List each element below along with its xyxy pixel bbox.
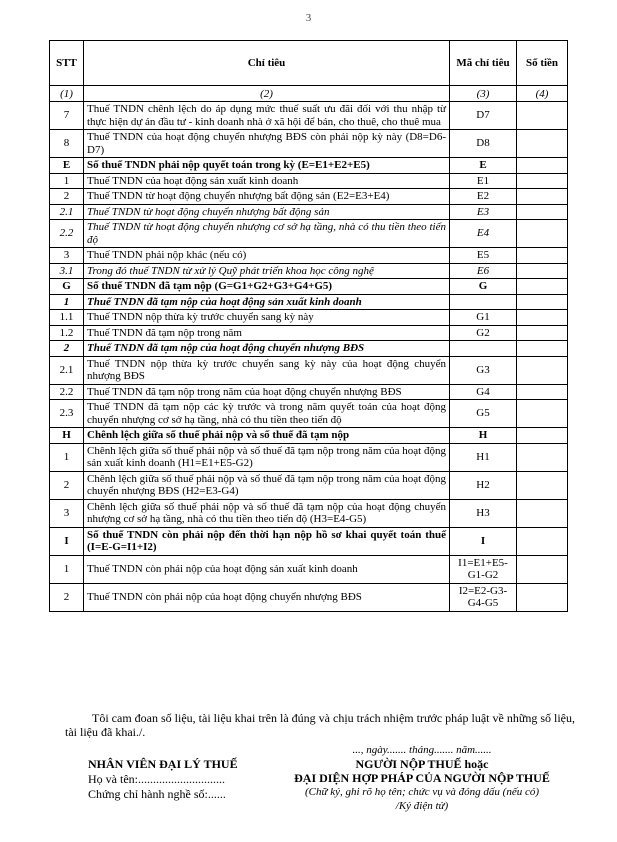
signature-note-2: /Ký điện tử) (395, 800, 449, 812)
row-stt: 2 (50, 341, 84, 357)
row-amount (517, 443, 568, 471)
row-amount (517, 356, 568, 384)
row-amount (517, 173, 568, 189)
row-code: G (450, 279, 517, 295)
row-amount (517, 102, 568, 130)
row-code: D8 (450, 130, 517, 158)
row-stt: E (50, 158, 84, 174)
table-row (50, 173, 568, 189)
row-label: Thuế TNDN nộp thừa kỳ trước chuyển sang kỳ này của hoạt động chuyển nhượng BĐS (84, 356, 450, 384)
table-row (50, 400, 568, 428)
table-row (50, 356, 568, 384)
row-label: Thuế TNDN từ hoạt động chuyển nhượng cơ sở hạ tầng, nhà có thu tiền theo tiến độ (84, 220, 450, 248)
row-amount (517, 204, 568, 220)
row-stt: 1 (50, 443, 84, 471)
row-stt: 2.3 (50, 400, 84, 428)
row-label: Thuế TNDN đã tạm nộp của hoạt động chuyển nhượng BĐS (84, 341, 450, 357)
row-code: H1 (450, 443, 517, 471)
page-number: 3 (305, 12, 312, 24)
table-row (50, 130, 568, 158)
header-stt: STT (50, 41, 84, 86)
row-label: Thuế TNDN đã tạm nộp trong năm của hoạt động chuyển nhượng BĐS (84, 384, 450, 400)
taxpayer-signature-block (272, 743, 572, 813)
row-amount (517, 341, 568, 357)
index-cell: (1) (50, 86, 84, 102)
table-row (50, 443, 568, 471)
row-amount (517, 555, 568, 583)
header-indicator: Chỉ tiêu (84, 41, 450, 86)
table-row (50, 527, 568, 555)
row-stt: 1 (50, 294, 84, 310)
row-label: Chênh lệch giữa số thuế phải nộp và số thuế đã tạm nộp (84, 428, 450, 444)
row-stt: 8 (50, 130, 84, 158)
row-amount (517, 325, 568, 341)
row-stt: 2.2 (50, 220, 84, 248)
agent-title: NHÂN VIÊN ĐẠI LÝ THUẾ (88, 757, 238, 771)
table-row (50, 248, 568, 264)
row-stt: G (50, 279, 84, 295)
row-stt: 2 (50, 583, 84, 611)
taxpayer-title-1: NGƯỜI NỘP THUẾ hoặc (355, 757, 489, 771)
table-row (50, 341, 568, 357)
row-code: G2 (450, 325, 517, 341)
row-label: Chênh lệch giữa số thuế phải nộp và số thuế đã tạm nộp của hoạt động chuyển nhượng cơ sở hạ tầng, nhà có thu tiền theo tiến độ (H3=E4-G5) (84, 499, 450, 527)
row-label: Thuế TNDN còn phải nộp của hoạt động sản xuất kinh doanh (84, 555, 450, 583)
row-amount (517, 400, 568, 428)
signature-note-1: (Chữ ký, ghi rõ họ tên; chức vụ và đóng dấu (nếu có) (304, 786, 540, 798)
table-row (50, 279, 568, 295)
table-row (50, 499, 568, 527)
row-label: Thuế TNDN của hoạt động chuyển nhượng BĐS còn phải nộp kỳ này (D8=D6-D7) (84, 130, 450, 158)
row-amount (517, 279, 568, 295)
index-cell: (4) (517, 86, 568, 102)
row-code: H2 (450, 471, 517, 499)
row-label: Thuế TNDN chênh lệch do áp dụng mức thuế suất ưu đãi đối với thu nhập từ thực hiện dự án đầu tư - kinh doanh nhà ở xã hội để bán, cho thuê, cho thuê mua (84, 102, 450, 130)
row-code: E4 (450, 220, 517, 248)
row-code (450, 294, 517, 310)
row-stt: 7 (50, 102, 84, 130)
row-amount (517, 527, 568, 555)
row-stt: I (50, 527, 84, 555)
row-code: G1 (450, 310, 517, 326)
table-row (50, 555, 568, 583)
table-row (50, 325, 568, 341)
row-stt: H (50, 428, 84, 444)
row-label: Thuế TNDN đã tạm nộp của hoạt động sản xuất kinh doanh (84, 294, 450, 310)
index-cell: (2) (84, 86, 450, 102)
row-amount (517, 294, 568, 310)
row-stt: 2.1 (50, 204, 84, 220)
row-label: Thuế TNDN của hoạt động sản xuất kinh doanh (84, 173, 450, 189)
table-row (50, 220, 568, 248)
row-amount (517, 428, 568, 444)
row-label: Thuế TNDN đã tạm nộp trong năm (84, 325, 450, 341)
row-code: H (450, 428, 517, 444)
row-code: E5 (450, 248, 517, 264)
row-label: Số thuế TNDN phải nộp quyết toán trong kỳ (E=E1+E2+E5) (84, 158, 450, 174)
row-label: Thuế TNDN nộp thừa kỳ trước chuyển sang kỳ này (84, 310, 450, 326)
row-amount (517, 583, 568, 611)
table-row (50, 294, 568, 310)
row-label: Thuế TNDN đã tạm nộp các kỳ trước và trong năm quyết toán của hoạt động chuyển nhượng cơ sở hạ tầng, nhà có thu tiền theo tiến độ (84, 400, 450, 428)
row-amount (517, 248, 568, 264)
table-row (50, 310, 568, 326)
row-label: Chênh lệch giữa số thuế phải nộp và số thuế đã tạm nộp trong năm của hoạt động chuyển nhượng BĐS (H2=E3-G4) (84, 471, 450, 499)
row-code: G4 (450, 384, 517, 400)
index-cell: (3) (450, 86, 517, 102)
row-label: Thuế TNDN phải nộp khác (nếu có) (84, 248, 450, 264)
row-label: Trong đó thuế TNDN từ xử lý Quỹ phát triển khoa học công nghệ (84, 263, 450, 279)
tax-table (49, 40, 568, 612)
row-stt: 1.1 (50, 310, 84, 326)
table-row (50, 102, 568, 130)
row-label: Số thuế TNDN còn phải nộp đến thời hạn nộp hồ sơ khai quyết toán thuế (I=E-G=I1+I2) (84, 527, 450, 555)
table-row (50, 428, 568, 444)
row-code: I2=E2-G3-G4-G5 (450, 583, 517, 611)
row-code: H3 (450, 499, 517, 527)
row-amount (517, 471, 568, 499)
row-code: E6 (450, 263, 517, 279)
row-stt: 1 (50, 555, 84, 583)
row-amount (517, 384, 568, 400)
row-label: Chênh lệch giữa số thuế phải nộp và số thuế đã tạm nộp trong năm của hoạt động sản xuất kinh doanh (H1=E1+E5-G2) (84, 443, 450, 471)
table-row (50, 583, 568, 611)
table-row (50, 384, 568, 400)
row-stt: 2.2 (50, 384, 84, 400)
row-stt: 1.2 (50, 325, 84, 341)
row-stt: 2.1 (50, 356, 84, 384)
table-row (50, 263, 568, 279)
agent-cert-line: Chứng chỉ hành nghề số:...... (88, 787, 226, 801)
agent-name-line: Họ và tên:............................. (88, 772, 225, 786)
row-code: I1=E1+E5-G1-G2 (450, 555, 517, 583)
row-code: E2 (450, 189, 517, 205)
row-label: Thuế TNDN còn phải nộp của hoạt động chuyển nhượng BĐS (84, 583, 450, 611)
row-amount (517, 263, 568, 279)
row-amount (517, 158, 568, 174)
row-amount (517, 189, 568, 205)
header-code: Mã chỉ tiêu (450, 41, 517, 86)
header-amount: Số tiền (517, 41, 568, 86)
row-amount (517, 220, 568, 248)
row-label: Thuế TNDN từ hoạt động chuyển nhượng bất động sản (E2=E3+E4) (84, 189, 450, 205)
row-code: D7 (450, 102, 517, 130)
row-code: I (450, 527, 517, 555)
row-stt: 1 (50, 173, 84, 189)
row-stt: 2 (50, 471, 84, 499)
table-row (50, 471, 568, 499)
row-code: E1 (450, 173, 517, 189)
row-code: E (450, 158, 517, 174)
row-code (450, 341, 517, 357)
table-row (50, 189, 568, 205)
row-amount (517, 310, 568, 326)
taxpayer-title-2: ĐẠI DIỆN HỢP PHÁP CỦA NGƯỜI NỘP THUẾ (294, 771, 550, 785)
row-amount (517, 499, 568, 527)
row-code: G5 (450, 400, 517, 428)
row-stt: 3 (50, 248, 84, 264)
row-label: Thuế TNDN từ hoạt động chuyển nhượng bất động sản (84, 204, 450, 220)
declaration-text: Tôi cam đoan số liệu, tài liệu khai trên là đúng và chịu trách nhiệm trước pháp luật về những số liệu, tài liệu đã khai./. (65, 711, 575, 739)
agent-signature-block (88, 757, 238, 802)
row-code: E3 (450, 204, 517, 220)
row-label: Số thuế TNDN đã tạm nộp (G=G1+G2+G3+G4+G5) (84, 279, 450, 295)
row-code: G3 (450, 356, 517, 384)
date-line: ..., ngày....... tháng....... năm...... (352, 744, 492, 756)
row-amount (517, 130, 568, 158)
table-row (50, 204, 568, 220)
table-row (50, 158, 568, 174)
row-stt: 3.1 (50, 263, 84, 279)
row-stt: 2 (50, 189, 84, 205)
row-stt: 3 (50, 499, 84, 527)
index-row (50, 86, 568, 102)
